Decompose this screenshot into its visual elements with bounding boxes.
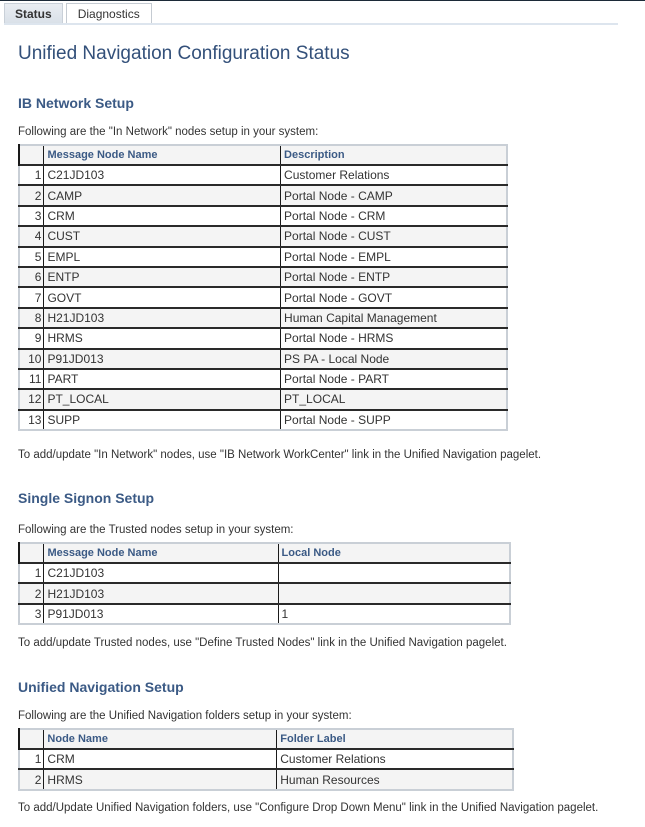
local-node: [278, 563, 510, 583]
row-number: 6: [19, 267, 44, 287]
local-node: 1: [278, 604, 510, 624]
row-number: 3: [19, 206, 44, 226]
description: Portal Node - HRMS: [281, 328, 507, 348]
row-number: 10: [19, 349, 44, 369]
row-number: 1: [19, 563, 44, 583]
message-node-name: HRMS: [44, 328, 281, 348]
column-header-rownum: [19, 729, 44, 749]
table-header-row: [19, 543, 510, 563]
ib-network-intro: Following are the "In Network" nodes setup in your system:: [18, 126, 319, 138]
unified-nav-footer-note: To add/Update Unified Navigation folders, use "Configure Drop Down Menu" link in the Unified Navigation pagelet.: [18, 802, 599, 814]
table-row: [19, 226, 507, 246]
message-node-name: C21JD103: [44, 563, 278, 583]
unified-nav-heading: Unified Navigation Setup: [18, 679, 184, 695]
description: PS PA - Local Node: [281, 349, 507, 369]
message-node-name: PT_LOCAL: [44, 389, 281, 409]
unified-nav-table: [18, 728, 514, 791]
table-row: [19, 410, 507, 430]
message-node-name: PART: [44, 369, 281, 389]
column-header-message-node-name: Message Node Name: [44, 145, 281, 165]
column-header-local-node: Local Node: [278, 543, 510, 563]
table-row: [19, 267, 507, 287]
row-number: 11: [19, 369, 44, 389]
column-header-rownum: [19, 145, 44, 165]
row-number: 4: [19, 226, 44, 246]
table-row: [19, 604, 510, 624]
message-node-name: P91JD013: [44, 604, 278, 624]
row-number: 2: [19, 769, 44, 789]
message-node-name: CAMP: [44, 185, 281, 205]
table-row: [19, 749, 513, 769]
table-row: [19, 349, 507, 369]
row-number: 2: [19, 185, 44, 205]
description: Portal Node - ENTP: [281, 267, 507, 287]
tab-status[interactable]: Status: [4, 3, 63, 24]
row-number: 2: [19, 583, 44, 603]
table-header-row: [19, 729, 513, 749]
row-number: 7: [19, 287, 44, 307]
table-row: [19, 308, 507, 328]
single-signon-heading: Single Signon Setup: [18, 490, 155, 506]
table-header-row: [19, 145, 507, 165]
page-title: Unified Navigation Configuration Status: [18, 43, 350, 64]
row-number: 13: [19, 410, 44, 430]
message-node-name: H21JD103: [44, 583, 278, 603]
description: Customer Relations: [281, 165, 507, 185]
row-number: 12: [19, 389, 44, 409]
tab-diagnostics[interactable]: Diagnostics: [66, 3, 152, 24]
single-signon-intro: Following are the Trusted nodes setup in your system:: [18, 524, 294, 536]
ib-network-footer-note: To add/update "In Network" nodes, use "IB Network WorkCenter" link in the Unified Navigation pagelet.: [18, 449, 542, 461]
table-row: [19, 583, 510, 603]
description: PT_LOCAL: [281, 389, 507, 409]
description: Portal Node - GOVT: [281, 287, 507, 307]
column-header-folder-label: Folder Label: [277, 729, 513, 749]
table-row: [19, 389, 507, 409]
unified-nav-intro: Following are the Unified Navigation folders setup in your system:: [18, 710, 352, 722]
message-node-name: CUST: [44, 226, 281, 246]
folder-label: Human Resources: [277, 769, 513, 789]
message-node-name: ENTP: [44, 267, 281, 287]
description: Human Capital Management: [281, 308, 507, 328]
description: Portal Node - EMPL: [281, 247, 507, 267]
tab-bar: [4, 3, 155, 24]
row-number: 1: [19, 165, 44, 185]
table-row: [19, 287, 507, 307]
table-row: [19, 563, 510, 583]
window-top-border: [0, 0, 645, 1]
table-row: [19, 185, 507, 205]
row-number: 3: [19, 604, 44, 624]
message-node-name: SUPP: [44, 410, 281, 430]
local-node: [278, 583, 510, 603]
description: Portal Node - CRM: [281, 206, 507, 226]
message-node-name: P91JD013: [44, 349, 281, 369]
row-number: 9: [19, 328, 44, 348]
message-node-name: CRM: [44, 206, 281, 226]
message-node-name: H21JD103: [44, 308, 281, 328]
folder-label: Customer Relations: [277, 749, 513, 769]
single-signon-footer-note: To add/update Trusted nodes, use "Define Trusted Nodes" link in the Unified Navigation pagelet.: [18, 637, 507, 649]
column-header-message-node-name: Message Node Name: [44, 543, 278, 563]
single-signon-table: [18, 542, 511, 625]
table-row: [19, 247, 507, 267]
message-node-name: EMPL: [44, 247, 281, 267]
description: Portal Node - CAMP: [281, 185, 507, 205]
column-header-rownum: [19, 543, 44, 563]
message-node-name: C21JD103: [44, 165, 281, 185]
description: Portal Node - CUST: [281, 226, 507, 246]
node-name: CRM: [44, 749, 277, 769]
ib-network-heading: IB Network Setup: [18, 95, 134, 111]
description: Portal Node - SUPP: [281, 410, 507, 430]
table-row: [19, 206, 507, 226]
table-row: [19, 328, 507, 348]
ib-network-table: [18, 144, 508, 431]
tab-underline: [4, 23, 618, 25]
column-header-node-name: Node Name: [44, 729, 277, 749]
table-row: [19, 369, 507, 389]
description: Portal Node - PART: [281, 369, 507, 389]
table-row: [19, 165, 507, 185]
row-number: 1: [19, 749, 44, 769]
table-row: [19, 769, 513, 789]
row-number: 8: [19, 308, 44, 328]
column-header-description: Description: [281, 145, 507, 165]
row-number: 5: [19, 247, 44, 267]
node-name: HRMS: [44, 769, 277, 789]
message-node-name: GOVT: [44, 287, 281, 307]
